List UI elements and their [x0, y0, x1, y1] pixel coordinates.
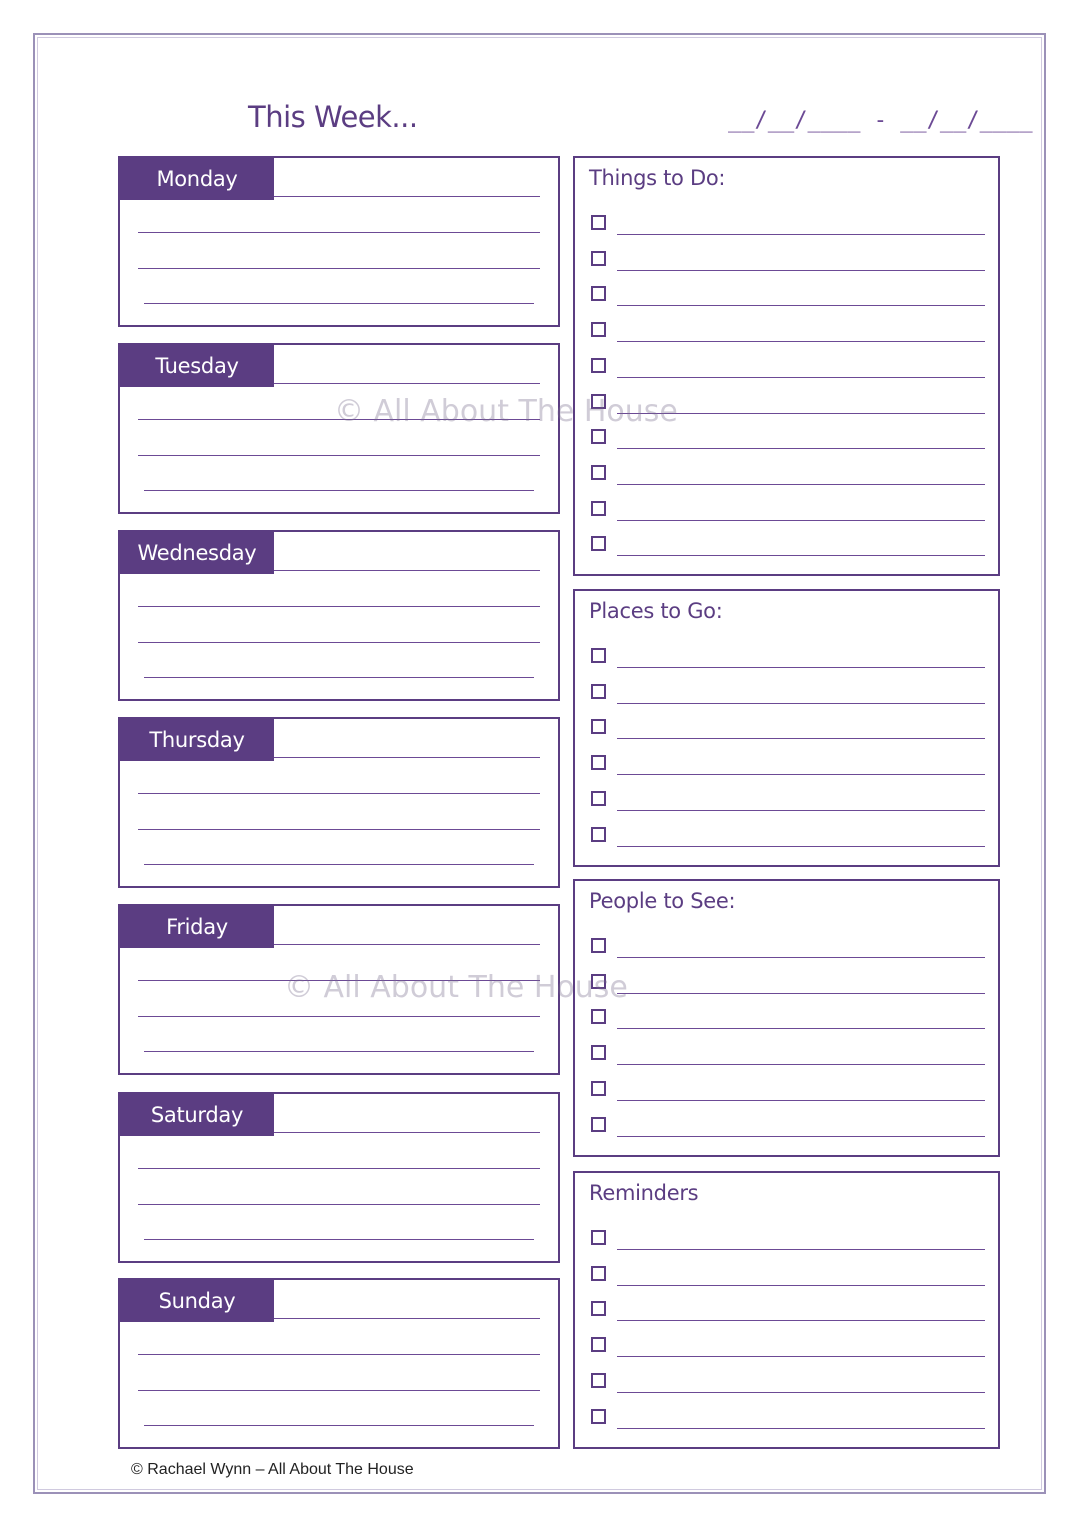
checklist-row: [591, 1337, 985, 1361]
checkbox[interactable]: [591, 1409, 606, 1424]
writing-line[interactable]: [138, 1016, 540, 1017]
things-to-do-title: Things to Do:: [589, 166, 726, 190]
checkbox[interactable]: [591, 1230, 606, 1245]
writing-line[interactable]: [617, 846, 985, 847]
reminders-title: Reminders: [589, 1181, 699, 1205]
checkbox[interactable]: [591, 719, 606, 734]
checklist-row: [591, 465, 985, 489]
checkbox[interactable]: [591, 1009, 606, 1024]
writing-line[interactable]: [617, 810, 985, 811]
people-to-see-title: People to See:: [589, 889, 736, 913]
writing-line[interactable]: [617, 305, 985, 306]
writing-line[interactable]: [617, 377, 985, 378]
day-label-saturday: Saturday: [120, 1094, 274, 1136]
writing-line[interactable]: [617, 1320, 985, 1321]
writing-line[interactable]: [138, 606, 540, 607]
places-to-go-panel: [573, 589, 1000, 867]
checkbox[interactable]: [591, 501, 606, 516]
writing-line[interactable]: [144, 1239, 534, 1240]
checkbox[interactable]: [591, 465, 606, 480]
writing-line[interactable]: [144, 1051, 534, 1052]
writing-line[interactable]: [144, 1425, 534, 1426]
checkbox[interactable]: [591, 791, 606, 806]
writing-line[interactable]: [144, 490, 534, 491]
checklist-row: [591, 501, 985, 525]
writing-line[interactable]: [617, 448, 985, 449]
watermark: © All About The House: [334, 394, 678, 429]
checkbox[interactable]: [591, 215, 606, 230]
checklist-row: [591, 429, 985, 453]
checkbox[interactable]: [591, 648, 606, 663]
writing-line[interactable]: [138, 793, 540, 794]
things-to-do-panel: [573, 156, 1000, 576]
day-label-wednesday: Wednesday: [120, 532, 274, 574]
checkbox[interactable]: [591, 1337, 606, 1352]
checkbox[interactable]: [591, 536, 606, 551]
writing-line[interactable]: [617, 1428, 985, 1429]
writing-line[interactable]: [138, 829, 540, 830]
checklist-row: [591, 1081, 985, 1105]
checkbox[interactable]: [591, 1045, 606, 1060]
day-label-thursday: Thursday: [120, 719, 274, 761]
checklist-row: [591, 322, 985, 346]
writing-line[interactable]: [138, 1204, 540, 1205]
checkbox[interactable]: [591, 755, 606, 770]
writing-line[interactable]: [138, 232, 540, 233]
checklist-row: [591, 827, 985, 851]
checklist-row: [591, 684, 985, 708]
writing-line[interactable]: [617, 270, 985, 271]
writing-line[interactable]: [617, 774, 985, 775]
writing-line[interactable]: [617, 341, 985, 342]
footer-copyright: © Rachael Wynn – All About The House: [131, 1461, 414, 1478]
writing-line[interactable]: [617, 667, 985, 668]
writing-line[interactable]: [274, 757, 540, 758]
reminders-panel: [573, 1171, 1000, 1449]
writing-line[interactable]: [617, 1249, 985, 1250]
writing-line[interactable]: [617, 484, 985, 485]
date-range-field[interactable]: __/__/____ - __/__/____: [728, 108, 1033, 133]
checkbox[interactable]: [591, 429, 606, 444]
writing-line[interactable]: [617, 520, 985, 521]
checklist-row: [591, 1045, 985, 1069]
writing-line[interactable]: [274, 383, 540, 384]
checklist-row: [591, 791, 985, 815]
checkbox[interactable]: [591, 827, 606, 842]
writing-line[interactable]: [617, 1028, 985, 1029]
writing-line[interactable]: [617, 703, 985, 704]
day-label-tuesday: Tuesday: [120, 345, 274, 387]
writing-line[interactable]: [138, 268, 540, 269]
day-label-sunday: Sunday: [120, 1280, 274, 1322]
checkbox[interactable]: [591, 251, 606, 266]
writing-line[interactable]: [138, 1168, 540, 1169]
writing-line[interactable]: [144, 677, 534, 678]
writing-line[interactable]: [274, 1318, 540, 1319]
checkbox[interactable]: [591, 322, 606, 337]
checklist-row: [591, 358, 985, 382]
checklist-row: [591, 648, 985, 672]
writing-line[interactable]: [274, 196, 540, 197]
checklist-row: [591, 1373, 985, 1397]
writing-line[interactable]: [617, 993, 985, 994]
checklist-row: [591, 1266, 985, 1290]
checklist-row: [591, 1230, 985, 1254]
writing-line[interactable]: [144, 864, 534, 865]
writing-line[interactable]: [144, 303, 534, 304]
writing-line[interactable]: [138, 1354, 540, 1355]
writing-line[interactable]: [617, 957, 985, 958]
day-box-thursday: [118, 717, 560, 888]
people-to-see-panel: [573, 879, 1000, 1157]
day-label-friday: Friday: [120, 906, 274, 948]
checklist-row: [591, 536, 985, 560]
writing-line[interactable]: [617, 738, 985, 739]
checkbox[interactable]: [591, 1301, 606, 1316]
checkbox[interactable]: [591, 684, 606, 699]
checklist-row: [591, 286, 985, 310]
writing-line[interactable]: [617, 234, 985, 235]
checklist-row: [591, 974, 985, 998]
writing-line[interactable]: [617, 1100, 985, 1101]
watermark: © All About The House: [284, 970, 628, 1005]
writing-line[interactable]: [617, 1285, 985, 1286]
checkbox[interactable]: [591, 1266, 606, 1281]
day-label-monday: Monday: [120, 158, 274, 200]
writing-line[interactable]: [274, 1132, 540, 1133]
day-box-wednesday: [118, 530, 560, 701]
page-title: This Week...: [248, 100, 418, 134]
checkbox[interactable]: [591, 1373, 606, 1388]
writing-line[interactable]: [138, 1390, 540, 1391]
checklist-row: [591, 1117, 985, 1141]
day-box-saturday: [118, 1092, 560, 1263]
places-to-go-title: Places to Go:: [589, 599, 723, 623]
writing-line[interactable]: [617, 1356, 985, 1357]
checklist-row: [591, 251, 985, 275]
day-box-monday: [118, 156, 560, 327]
writing-line[interactable]: [138, 455, 540, 456]
writing-line[interactable]: [274, 944, 540, 945]
writing-line[interactable]: [617, 1136, 985, 1137]
checkbox[interactable]: [591, 358, 606, 373]
checkbox[interactable]: [591, 286, 606, 301]
checklist-row: [591, 1301, 985, 1325]
checklist-row: [591, 1009, 985, 1033]
writing-line[interactable]: [617, 1064, 985, 1065]
checklist-row: [591, 719, 985, 743]
checklist-row: [591, 755, 985, 779]
checkbox[interactable]: [591, 938, 606, 953]
day-box-sunday: [118, 1278, 560, 1449]
writing-line[interactable]: [617, 1392, 985, 1393]
checklist-row: [591, 938, 985, 962]
checklist-row: [591, 1409, 985, 1433]
writing-line[interactable]: [274, 570, 540, 571]
checkbox[interactable]: [591, 1117, 606, 1132]
checkbox[interactable]: [591, 1081, 606, 1096]
writing-line[interactable]: [138, 642, 540, 643]
writing-line[interactable]: [617, 555, 985, 556]
checklist-row: [591, 215, 985, 239]
